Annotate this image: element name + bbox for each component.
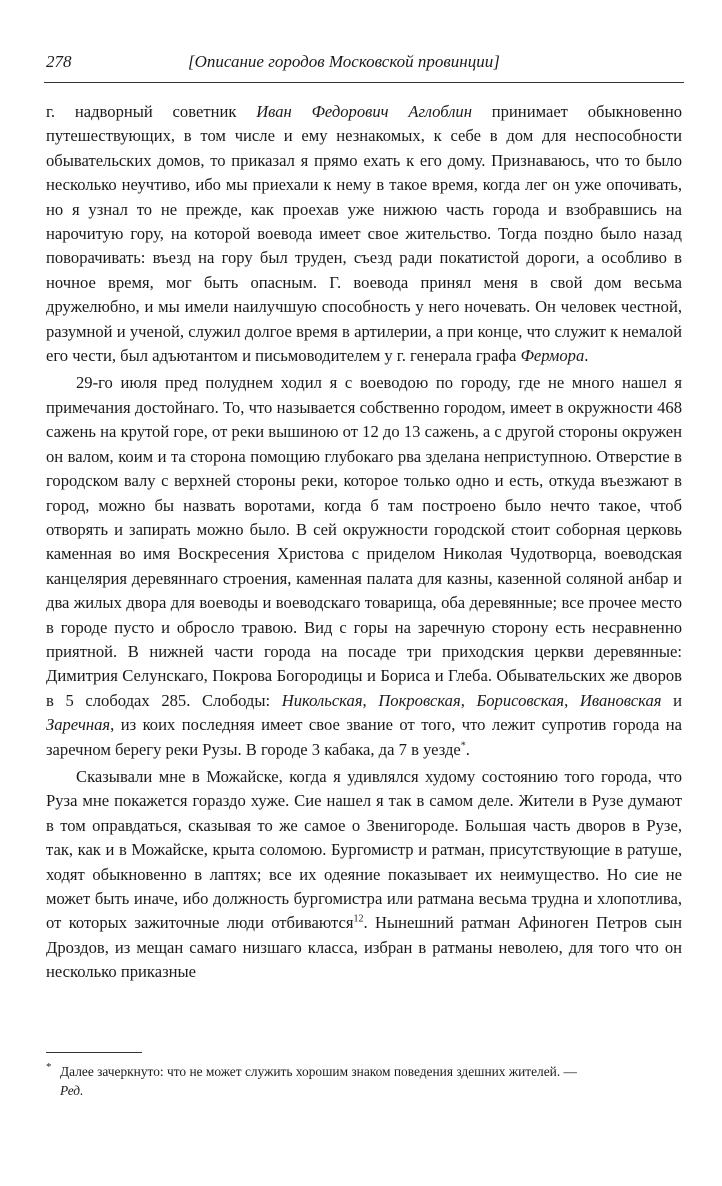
person-name: Иван Федорович Аглоблин [256,102,472,121]
sloboda-name: Ивановская [579,690,662,710]
text-run: , [564,690,580,710]
text-run: , [460,690,477,710]
sloboda-name: Борисовская [476,690,565,710]
text-run: 29-го июля пред полуднем ходил я с воеводою по городу, где не много нашел я примечания достойнаго. То, что называется собственно городом, имеет в окружности 468 сажень на крутой горе, от реки вышиною от 12 до 13 сажень, а с другой стороны окружен он валом, коим и та сторона помощию глубокаго рва зделана неприступною. Отверстие в городском валу с верхней стороны реки, которое только одно и есть, откуда въезжают в город, можно бы назвать воротами, когда б там построено было нечто такое, чтоб отворять и запирать можно было. В сей окружности городской стоит соборная церковь каменная во имя Воскресения Христова с приделом Николая Чудотворца, воеводская канцелярия деревяннаго строения, каменная палата для казны, казенной соляной анбар и два жилых двора для воеводы и воеводскаго товарища, оба деревянные; все прочее место в городе пусто и обросло травою. Вид с горы на заречную сторону есть несравненно приятной. В нижней части города на посаде три приходския церкви деревянные: Димитрия Селунскаго, Покрова Богородицы и Бориса и Глеба. Обывательских же дворов в 5 слободах 285. Слободы: [46,373,682,710]
footnote-text: Далее зачеркнуто: что не может служить хорошим знаком поведения здешних жителей. — [60,1064,577,1079]
running-title: [Описание городов Московской провинции] [188,52,500,71]
sloboda-name: Заречная [46,715,111,735]
paragraph-1 [46,100,682,368]
endnote-reference[interactable]: 12 [353,913,364,925]
sloboda-name: Покровская [378,690,461,710]
text-run: . [584,346,589,366]
text-run: и [661,690,683,710]
footnote-author: Ред. [60,1083,84,1098]
text-run: , из коих последняя имеет свое звание от того, что лежит супротив города на заречном берегу реки Рузы. В городе 3 кабака, да 7 в уезде [46,715,682,759]
main-text [46,100,682,985]
footnote [46,1062,676,1100]
paragraph-3 [46,765,682,985]
text-run: Сказывали мне в Можайске, когда я удивлялся худому состоянию того города, что Руза мне покажется гораздо хуже. Сие нашел я так в самом деле. Жители в Рузе думают в том оправдаться, сказывая то же самое о Звенигороде. Большая часть дворов в Рузе, так, как и в Можайске, крыта соломою. Бургомистр и ратман, присутствующие в ратуше, ходят обыкновенно в лаптях; все их одеяние показывает их неимущество. Но сие не может быть иначе, ибо должность бургомистра или ратмана весьма трудна и хлопотлива, от которых зажиточные люди отбиваются [46,766,682,933]
text-run: , [362,690,379,710]
text-run: принимает обыкновенно путешествующих, в том числе и ему незнакомых, к себе в дом для неспособности обывательских домов, то приказал я прямо ехать к его дому. Признаваюсь, что то было несколько неучтиво, ибо мы приехали к нему в такое время, когда лег он уже опочивать, но я узнал то не прежде, как проехав уже нижюю часть города и взобравшись на нарочитую гору, на которой воевода имеет свое жительство. Тогда поздно было назад поворачивать: въезд на гору был труден, съезд ради покатистой дороги, а особливо в ночное время, мог быть опасным. Г. воевода принял меня в свой дом весьма дружелюбно, и мы имели наилучшую способность у него ночевать. Он человек честной, разумной и ученой, служил долгое время в артилерии, а при конце, что служит к немалой его чести, был адъютантом и письмоводителем у г. генерала графа [46,102,683,366]
text-run: г. надворный советник [46,102,257,121]
page-number: 278 [46,52,72,71]
paragraph-2 [46,371,682,762]
header-rule [44,82,684,83]
footnote-marker[interactable]: * [460,740,466,752]
page-header [46,52,682,80]
text-run: . [465,739,470,759]
general-name: Фермора [520,346,585,366]
footnote-mark: * [46,1061,52,1073]
text-run: . Нынешний ратман Афиноген Петров сын Дроздов, из мещан самаго низшаго класса, избран в ратманы неволею, для того что он несколько приказные [46,913,682,982]
footnote-rule [46,1052,142,1053]
sloboda-name: Никольская [281,690,363,710]
